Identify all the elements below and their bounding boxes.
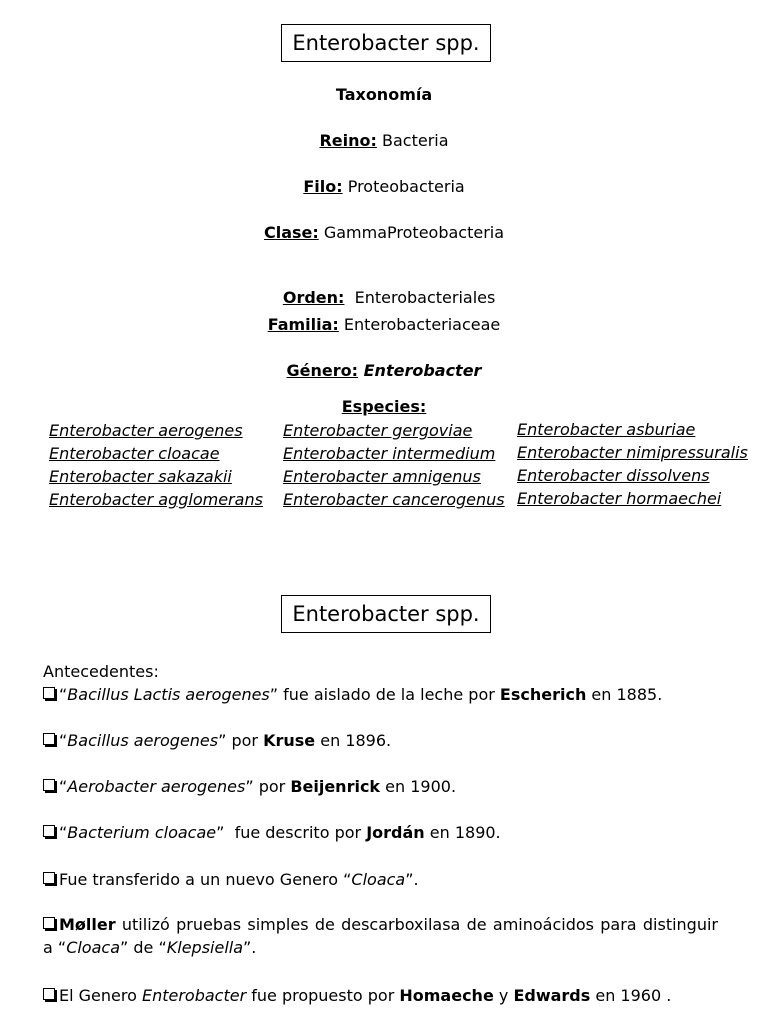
orden-value: Enterobacteriales [344,288,496,307]
history-item: El Genero Enterobacter fue propuesto por Homaeche y Edwards en 1960 . [43,984,718,1007]
species-column-3 [517,418,748,510]
filo-label: Filo: [303,177,343,196]
species-item: Enterobacter hormaechei [517,489,722,508]
section1-title: Enterobacter spp. [292,31,480,55]
reino-value: Bacteria [376,131,449,150]
antecedentes-label: Antecedentes: [43,662,159,681]
taxonomy-orden [0,269,768,307]
species-item: Enterobacter agglomerans [49,490,263,509]
especies-heading: Especies: [341,397,427,416]
clase-value: GammaProteobacteria [318,223,505,242]
species-column-1 [49,419,263,511]
section2-title-box [281,595,491,633]
clase-label: Clase: [263,223,319,242]
checkbox-bullet-icon [43,917,55,929]
species-column-2 [283,419,505,511]
genero-value: Enterobacter [358,361,482,380]
checkbox-bullet-icon [43,988,55,1000]
checkbox-bullet-icon [43,733,55,745]
taxonomy-filo [0,177,768,196]
taxonomy-genero [0,361,768,380]
species-item: Enterobacter gergoviae [283,421,473,440]
history-item: “Aerobacter aerogenes” por Beijenrick en 1900. [43,775,718,798]
history-item: Fue transferido a un nuevo Genero “Cloaca”. [43,868,718,891]
familia-label: Familia: [267,315,339,334]
taxonomy-familia [0,315,768,334]
taxonomy-heading: Taxonomía [335,85,433,104]
species-item: Enterobacter asburiae [517,420,696,439]
section1-title-box [281,24,491,62]
checkbox-bullet-icon [43,687,55,699]
taxonomy-clase [0,223,768,242]
species-item: Enterobacter sakazakii [49,467,232,486]
filo-value: Proteobacteria [342,177,465,196]
species-item: Enterobacter cloacae [49,444,220,463]
history-item: “Bacillus aerogenes” por Kruse en 1896. [43,729,718,752]
species-item: Enterobacter dissolvens [517,466,710,485]
species-item: Enterobacter cancerogenus [283,490,505,509]
history-item: “Bacillus Lactis aerogenes” fue aislado de la leche por Escherich en 1885. [43,683,718,706]
reino-label: Reino: [319,131,377,150]
section2-title: Enterobacter spp. [292,602,480,626]
taxonomy-reino [0,131,768,150]
genero-label: Género: [286,361,359,380]
history-item: Møller utilizó pruebas simples de descarboxilasa de aminoácidos para distinguir a “Cloaca” de “Klepsiella”. [43,915,718,957]
checkbox-bullet-icon [43,779,55,791]
orden-label: Orden: [282,288,345,307]
species-item: Enterobacter intermedium [283,444,496,463]
history-item: “Bacterium cloacae” fue descrito por Jordán en 1890. [43,821,718,844]
checkbox-bullet-icon [43,825,55,837]
familia-value: Enterobacteriaceae [338,315,501,334]
checkbox-bullet-icon [43,872,55,884]
species-item: Enterobacter aerogenes [49,421,243,440]
species-item: Enterobacter amnigenus [283,467,481,486]
species-item: Enterobacter nimipressuralis [517,443,748,462]
